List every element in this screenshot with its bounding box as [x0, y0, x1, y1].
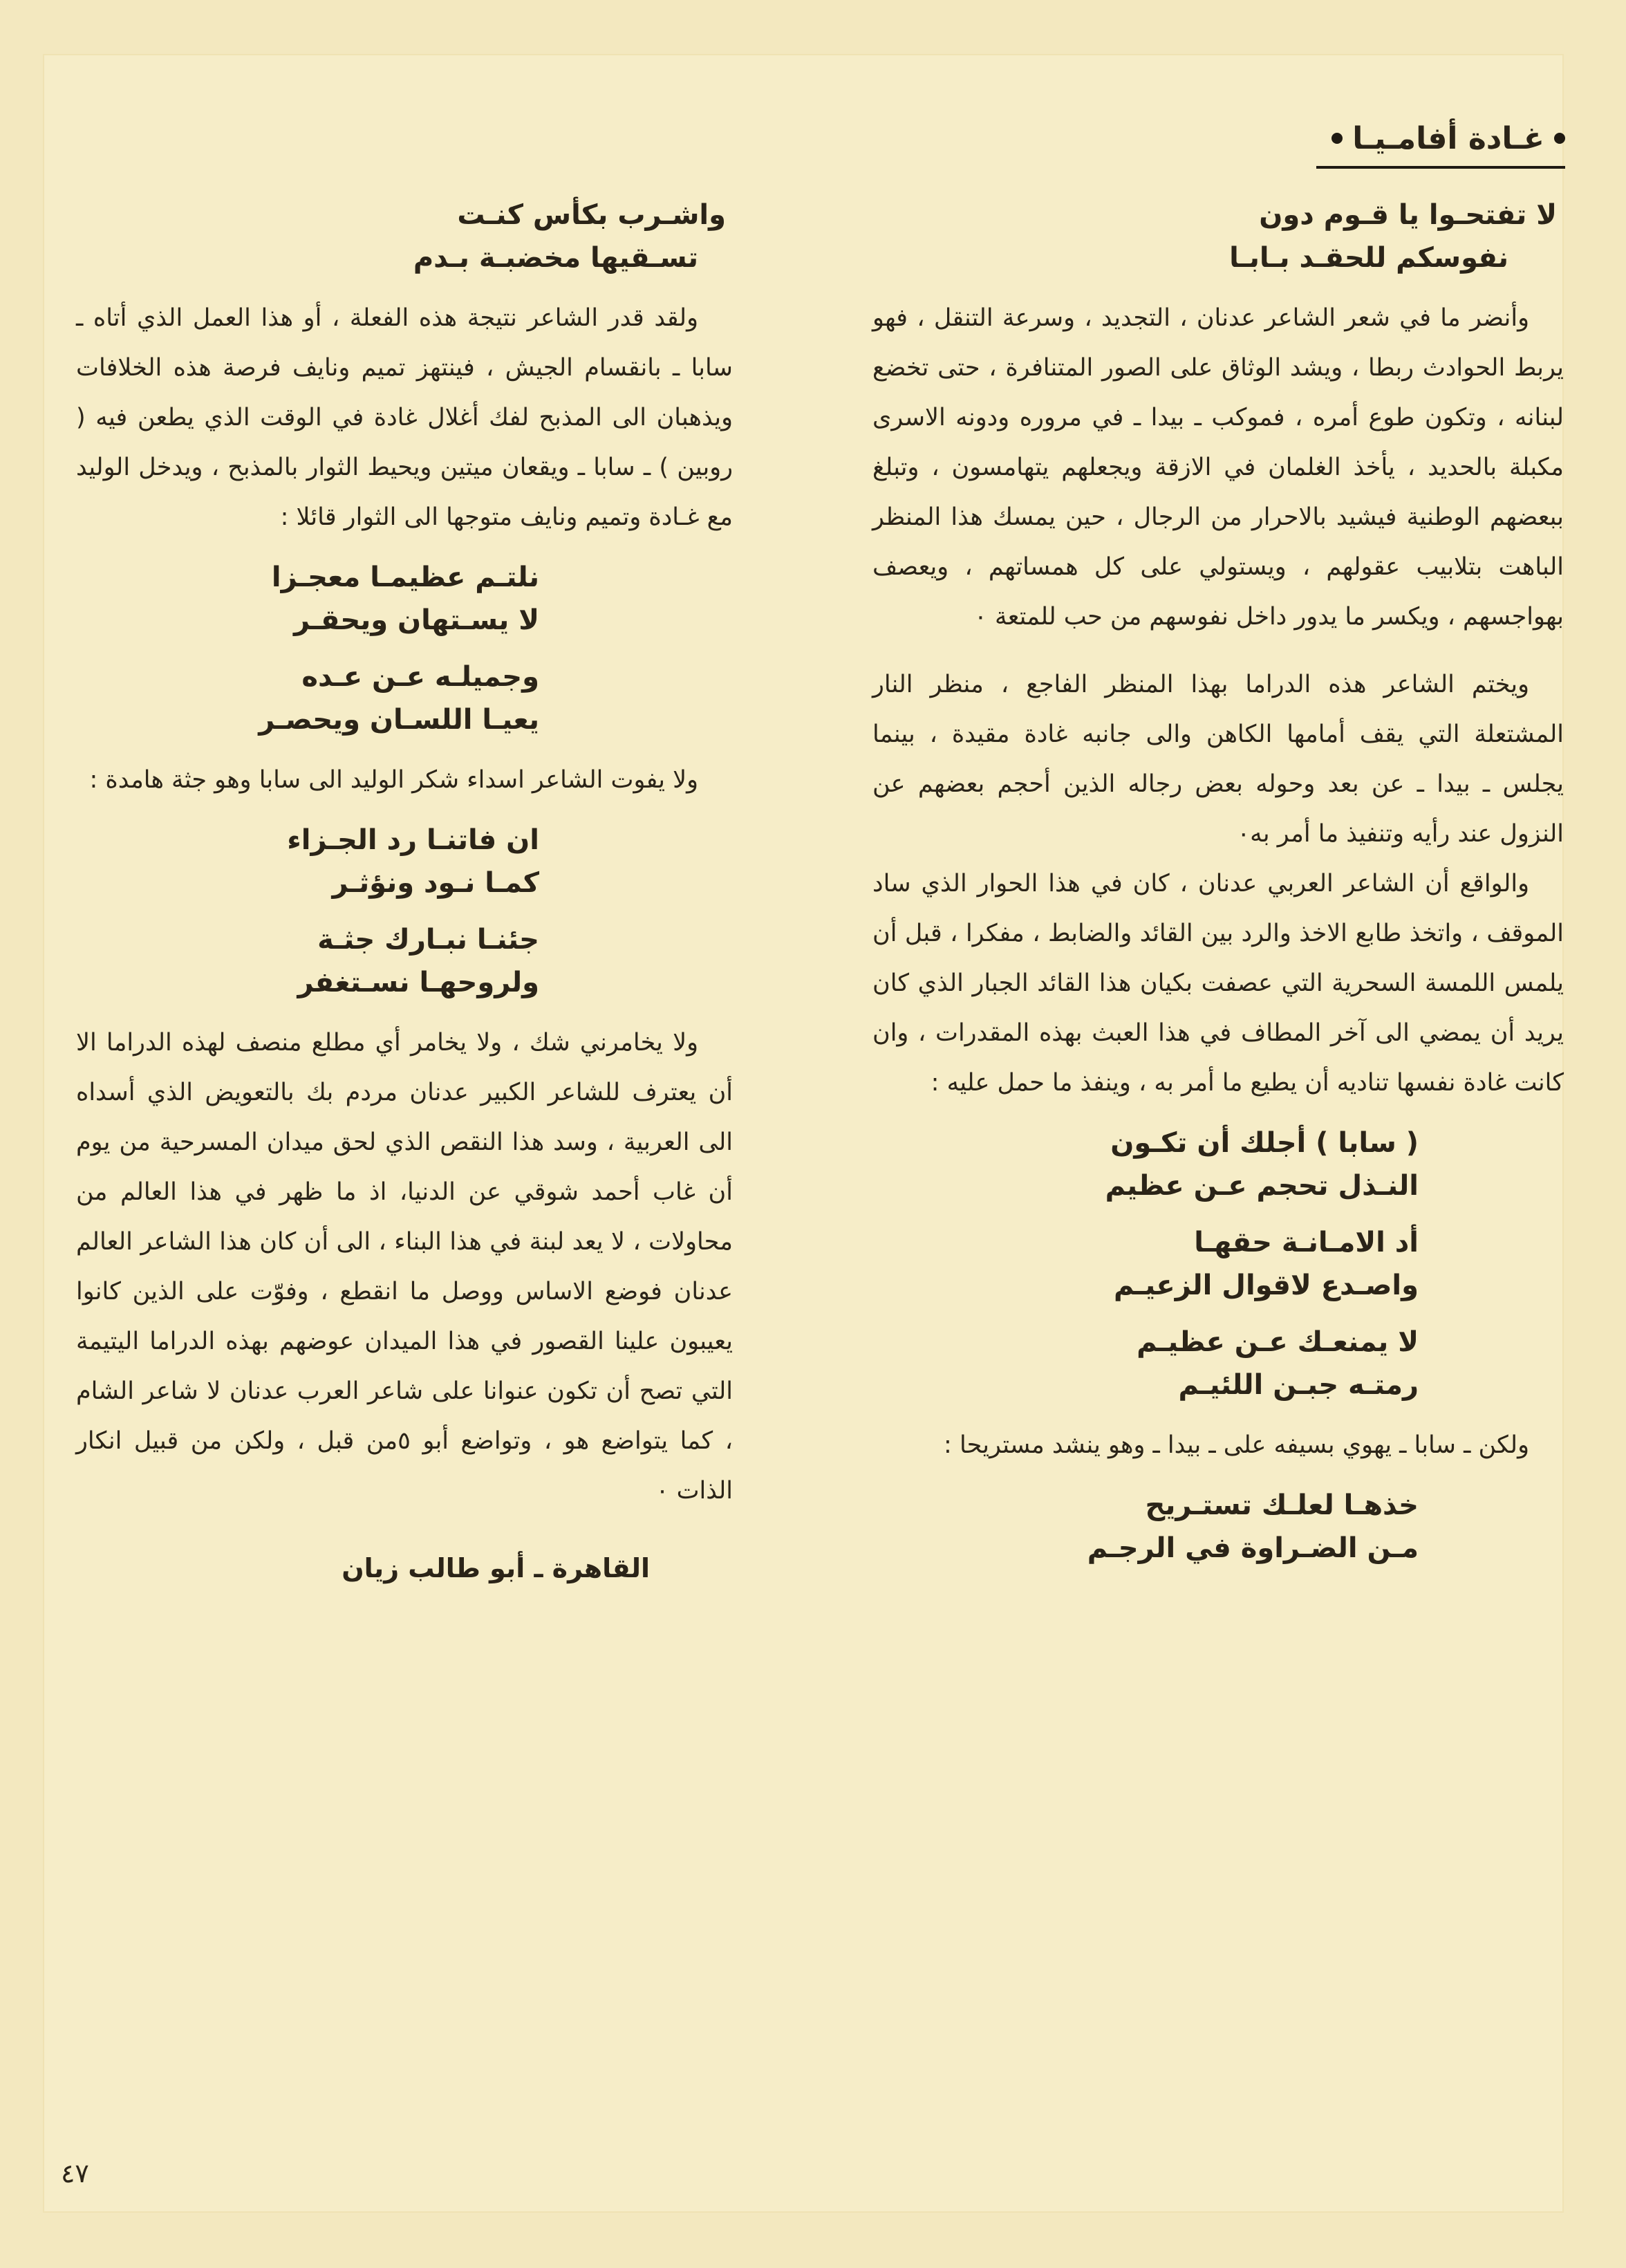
paragraph: وأنضر ما في شعر الشاعر عدنان ، التجديد ، وسرعة التنقل ، فهو يربط الحوادث ربطا ، ويشد الوثاق على الصور المتنافرة ، حتى تخضع لبنانه ، وتكون طوع أمره ، فموكب ـ بيدا ـ في مروره ودونه الاسرى مكبلة بالحديد ، يأخذ الغلمان في الازقة ويجعلهم يتهامسون ، وتبلغ ببعضهم الوطنية فيشيد بالاحرار من الرجال ، حين يمسك هذا المنظر الباهت بتلابيب عقولهم ، ويستولي على كل همساتهم ، ويعصف بهواجسهم ، ويكسر ما يدور داخل نفوسهم من حب للمتعة ٠	[872, 304, 1564, 631]
bullet-icon	[1331, 133, 1343, 144]
paragraph: ولقد قدر الشاعر نتيجة هذه الفعلة ، أو هذا العمل الذي أتاه ـ سابا ـ بانقسام الجيش ، فينتهز تميم ونايف فرصة هذه الخلافات ويذهبان الى المذبح لفك أغلال غادة في الوقت الذي يطعن فيه ( روبين ) ـ سابا ـ ويقعان ميتين ويحيط الثوار بالمذبح ، ويدخل الوليد مع غـادة وتميم ونايف متوجها الى الثوار قائلا :	[76, 304, 733, 531]
paragraph: والواقع أن الشاعر العربي عدنان ، كان في هذا الحوار الذي ساد الموقف ، واتخذ طابع الاخذ والرد بين القائد والضابط ، مفكرا ، قبل أن يلمس اللمسة السحرية التي عصفت بكيان هذا القائد الجبار الذي كان يريد أن يمضي الى آخر المطاف في هذا العبث بهذه المقدرات ، وان كانت غادة نفسها تناديه أن يطيع ما أمر به ، وينفذ ما حمل عليه :	[872, 870, 1564, 1097]
verse-line: واشـرب بكأس كنـت	[457, 199, 726, 231]
author-signature: القاهرة ـ أبو طالب زيان	[342, 1553, 650, 1583]
verse-line: خذهـا لعلـك تستـريح	[1145, 1489, 1419, 1521]
verse-line: رمتـه جبـن اللئيـم	[1178, 1369, 1419, 1401]
verse-line: يعيـا اللسـان ويحصـر	[259, 704, 539, 736]
paragraph: ولا يخامرني شك ، ولا يخامر أي مطلع منصف لهذه الدراما الا أن يعترف للشاعر الكبير عدنان مردم بك بالتعويض الذي أسداه الى العربية ، وسد هذا النقص الذي لحق ميدان المسرحية من يوم أن غاب أحمد شوقي عن الدنيا، اذ ما ظهر في هذا العالم من محاولات ، لا يعد لبنة في هذا البناء ، الى أن كان هذا الشاعر العالم عدنان فوضع الاساس ووصل ما انقطع ، وفوّت على الذين كانوا يعيبون علينا القصور في هذا الميدان عوضهم بهذه الدراما اليتيمة التي تصح أن تكون عنوانا على شاعر العرب عدنان لا شاعر الشام ، كما يتواضع هو ، وتواضع أبو ٥من قبل ، ولكن من قبيل انكار الذات ٠	[76, 1029, 733, 1505]
header-rule	[1316, 166, 1565, 169]
verse	[872, 1221, 1564, 1307]
verse-line: وجميلـه عـن عـده	[301, 661, 539, 693]
verse-line: أد الامـانـة حقهـا	[1194, 1227, 1419, 1258]
verse-line: لا يمنعـك عـن عظيـم	[1137, 1326, 1419, 1358]
verse-line: كمـا نـود ونؤثـر	[332, 867, 539, 899]
verse-line: جئنـا نبـارك جثـة	[317, 924, 539, 956]
verse-line: لا تفتحـوا يا قـوم دون	[1259, 199, 1557, 231]
title-verse	[76, 194, 733, 279]
right-column	[872, 194, 1564, 1583]
page-number: ٤٧	[61, 2158, 89, 2188]
verse	[872, 1122, 1564, 1207]
verse	[76, 556, 733, 642]
verse-line: ولروحهـا نسـتغفر	[297, 967, 539, 998]
verse-line: نفوسكم للحقـد بـابـا	[1229, 242, 1508, 274]
verse-line: تسـقيها مخضبـة بـدم	[413, 242, 698, 274]
paragraph: ولا يفوت الشاعر اسداء شكر الوليد الى سابا وهو جثة هامدة :	[89, 766, 698, 794]
verse-line: نلتـم عظيمـا معجـزا	[271, 561, 539, 593]
left-column	[76, 194, 733, 1593]
verse	[76, 656, 733, 741]
verse-line: ( سابا ) أجلك أن تكـون	[1110, 1127, 1419, 1159]
verse-line: ان فاتنـا رد الجـزاء	[287, 824, 539, 856]
bullet-icon	[1554, 133, 1565, 144]
verse-line: لا يسـتهان ويحقـر	[294, 604, 539, 636]
header-title: غـادة أفامـيـا	[1352, 120, 1544, 156]
title-verse	[872, 194, 1564, 279]
article-header	[1247, 114, 1565, 162]
verse-line: النـذل تحجم عـن عظيم	[1105, 1170, 1419, 1202]
paragraph: ولكن ـ سابا ـ يهوي بسيفه على ـ بيدا ـ وهو ينشد مستريحا :	[944, 1431, 1529, 1459]
verse	[76, 819, 733, 904]
verse-line: مـن الضـراوة في الرجـم	[1087, 1532, 1419, 1564]
verse-line: واصـدع لاقوال الزعيـم	[1114, 1270, 1419, 1301]
verse	[76, 918, 733, 1004]
verse	[872, 1484, 1564, 1570]
paragraph: ويختم الشاعر هذه الدراما بهذا المنظر الفاجع ، منظر النار المشتعلة التي يقف أمامها الكاهن والى جانبه غادة مقيدة ، بينما يجلس ـ بيدا ـ عن بعد وحوله بعض رجاله الذين أحجم بعضهم عن النزول عند رأيه وتنفيذ ما أمر به٠	[872, 671, 1564, 848]
verse	[872, 1321, 1564, 1406]
